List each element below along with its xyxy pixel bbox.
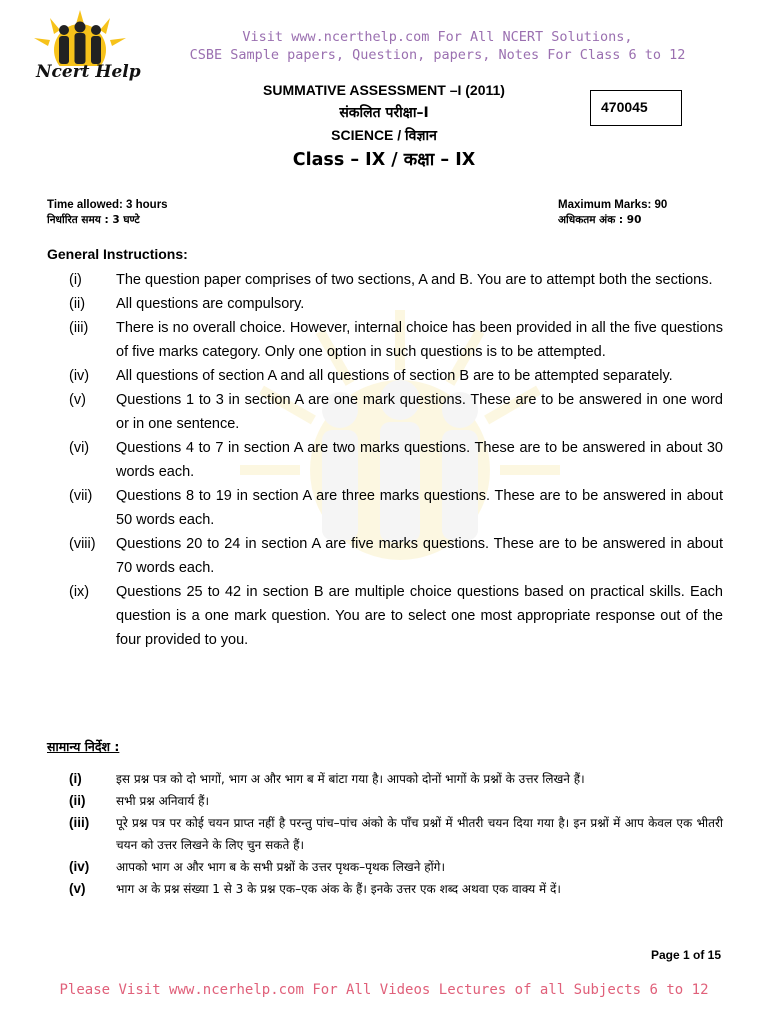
time-allowed (47, 198, 168, 228)
exam-title-hindi: संकलित परीक्षा–I (339, 105, 429, 121)
sun-people-icon (30, 10, 130, 66)
instruction-text: Questions 4 to 7 in section A are two marks questions. These are to be answered in about 30 words each. (116, 440, 723, 480)
paper-code-box: 470045 (590, 90, 682, 126)
instruction-item (47, 292, 723, 316)
instruction-text: The question paper comprises of two sections, A and B. You are to attempt both the sections. (116, 272, 713, 288)
promo-line-1: Visit www.ncerthelp.com For All NCERT Solutions, (242, 29, 633, 45)
instruction-item (47, 364, 723, 388)
hindi-instruction-item (47, 878, 723, 900)
instruction-item (47, 316, 723, 364)
instruction-item (47, 268, 723, 292)
instruction-text: There is no overall choice. However, internal choice has been provided in all the five questions of five marks category. Only one option in such questions is to be attempted. (116, 320, 723, 360)
instruction-text: सभी प्रश्न अनिवार्य हैं। (116, 794, 210, 808)
instruction-text: All questions are compulsory. (116, 296, 305, 312)
hindi-instruction-item (47, 768, 723, 790)
instruction-text: इस प्रश्न पत्र को दो भागों, भाग अ और भाग ब में बांटा गया है। आपको दोनों भागों के प्रश्नों के उत्तर लिखने हैं। (116, 772, 585, 786)
instruction-number: (v) (69, 392, 86, 408)
subject-title: SCIENCE / विज्ञान (331, 127, 437, 143)
instruction-item (47, 484, 723, 532)
instruction-number: (i) (69, 771, 82, 786)
instruction-number: (vii) (69, 488, 93, 504)
hindi-instruction-item (47, 812, 723, 856)
promo-line-2: CSBE Sample papers, Question, papers, Notes For Class 6 to 12 (189, 47, 686, 63)
general-instructions-title: General Instructions: (47, 246, 188, 262)
maximum-marks-en: Maximum Marks: 90 (558, 199, 668, 211)
promo-banner (150, 28, 725, 64)
instruction-number: (iv) (69, 859, 90, 874)
time-allowed-en: Time allowed: 3 hours (47, 199, 168, 211)
instruction-number: (ix) (69, 584, 90, 600)
instruction-number: (ii) (69, 296, 86, 312)
general-instructions-list (47, 268, 723, 652)
instruction-text: Questions 1 to 3 in section A are one mark questions. These are to be answered in one word or in one sentence. (116, 392, 723, 432)
time-allowed-hi: निर्धारित समय : 3 घण्टे (47, 214, 140, 226)
instruction-number: (ii) (69, 793, 86, 808)
maximum-marks (558, 198, 667, 228)
ncerthelp-logo (30, 10, 141, 82)
page-number: Page 1 of 15 (651, 948, 722, 962)
hindi-instruction-item (47, 790, 723, 812)
hindi-instructions-title: सामान्य निर्देश : (47, 739, 120, 754)
instruction-number: (i) (69, 272, 82, 288)
instruction-text: All questions of section A and all questions of section B are to be attempted separately. (116, 368, 673, 384)
logo-text: Ncert Help (36, 62, 141, 82)
instruction-text: पूरे प्रश्न पत्र पर कोई चयन प्राप्त नहीं है परन्तु पांच–पांच अंको के पाँच प्रश्नों में भीतरी चयन दिया गया है। इन प्रश्नों में आप केवल एक भीतरी चयन को उत्तर लिखने के लिए चुन सकते हैं। (116, 816, 723, 852)
instruction-item (47, 436, 723, 484)
hindi-instructions-list (47, 768, 723, 900)
instruction-text: आपको भाग अ और भाग ब के सभी प्रश्नों के उत्तर पृथक–पृथक लिखने होंगे। (116, 860, 445, 874)
instruction-number: (iii) (69, 815, 90, 830)
instruction-text: भाग अ के प्रश्न संख्या 1 से 3 के प्रश्न एक–एक अंक के हैं। इनके उत्तर एक शब्द अथवा एक वाक्य में दें। (116, 882, 561, 896)
instruction-number: (vi) (69, 440, 90, 456)
footer-banner: Please Visit www.ncerhelp.com For All Videos Lectures of all Subjects 6 to 12 (59, 982, 709, 998)
maximum-marks-hi: अधिकतम अंक : 90 (558, 214, 642, 226)
instruction-text: Questions 8 to 19 in section A are three marks questions. These are to be answered in about 50 words each. (116, 488, 723, 528)
instruction-number: (viii) (69, 536, 96, 552)
instruction-number: (iii) (69, 320, 89, 336)
instruction-text: Questions 20 to 24 in section A are five marks questions. These are to be answered in about 70 words each. (116, 536, 723, 576)
class-title: Class – IX / कक्षा – IX (292, 150, 476, 170)
instruction-number: (v) (69, 881, 86, 896)
instruction-number: (iv) (69, 368, 90, 384)
instruction-item (47, 532, 723, 580)
exam-title: SUMMATIVE ASSESSMENT –I (2011) (263, 82, 505, 98)
instruction-item (47, 580, 723, 652)
instruction-text: Questions 25 to 42 in section B are multiple choice questions based on practical skills. Each question is a one mark question. You are to select one most appropriate response out of the four provided to you. (116, 584, 723, 648)
instruction-item (47, 388, 723, 436)
hindi-instruction-item (47, 856, 723, 878)
